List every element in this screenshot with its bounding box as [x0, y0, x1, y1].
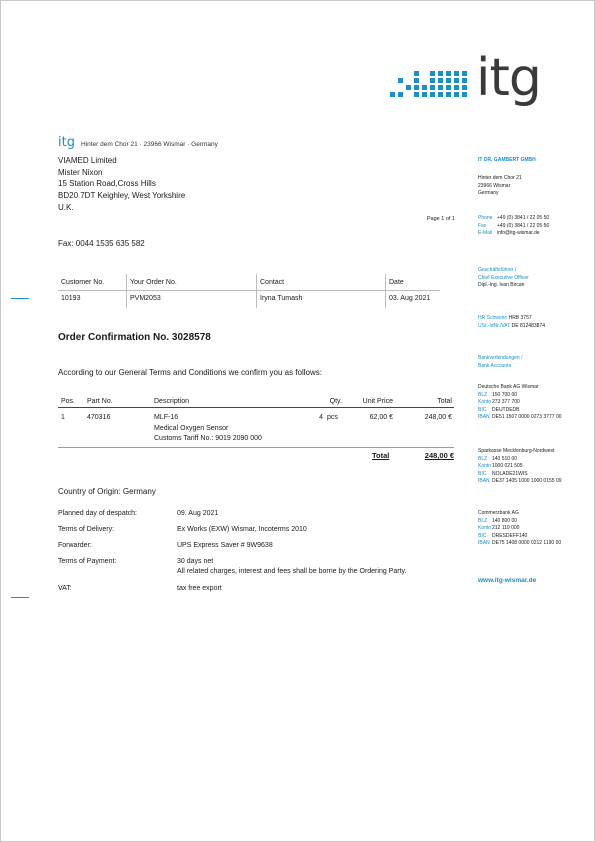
sidebar-company: [478, 157, 588, 165]
bank-key: Konto: [478, 525, 492, 532]
fold-mark: [11, 298, 29, 299]
recipient-address: [58, 155, 185, 214]
sidebar-contact: [478, 215, 588, 238]
recipient-line: VIAMED Limited: [58, 156, 117, 165]
bank-key: BIC: [478, 470, 487, 477]
info-label: Contact: [260, 279, 285, 286]
info-cell-contact: [256, 274, 385, 308]
bank-name: Commerzbank AG: [478, 510, 519, 516]
info-label: Date: [389, 279, 404, 286]
bank-value: DE37 1405 1000 1000 0155 09: [492, 478, 562, 485]
bank-value: 150 700 00: [492, 391, 518, 398]
col-header-part: Part No.: [87, 398, 113, 405]
bank-name: Deutsche Bank AG Wismar: [478, 384, 539, 390]
order-title: Order Confirmation No. 3028578: [58, 332, 211, 343]
term-value: tax free export: [177, 585, 222, 592]
term-value: UPS Express Saver # 9W9638: [177, 542, 273, 549]
bank-value: 212 119 000: [492, 525, 520, 532]
info-value: Iryna Tumash: [260, 295, 303, 302]
logo-dot: [438, 85, 443, 90]
ceo-name: Dipl.-Ing. Ivan Bircan: [478, 282, 525, 289]
company-logo: [390, 48, 541, 115]
logo-dot: [390, 92, 395, 97]
item-desc-line: Medical Oxygen Sensor: [154, 424, 229, 432]
bank-value: 1000 021 505: [492, 463, 523, 470]
term-value: 30 days net: [177, 558, 214, 565]
logo-dot: [422, 85, 427, 90]
logo-dot: [454, 78, 459, 83]
sidebar-address-line: Hinter dem Chor 21: [478, 175, 522, 181]
register-key: USt.-IdNr./VAT: [478, 322, 511, 329]
item-unit: pcs: [327, 414, 338, 421]
bank-account: [478, 448, 588, 486]
info-cell-customer: [58, 274, 126, 308]
bank-name: Sparkasse Mecklenburg-Nordwest: [478, 448, 555, 454]
term-label: Terms of Payment:: [58, 558, 117, 565]
register-value: HRB 3757: [508, 315, 532, 321]
logo-dot: [438, 92, 443, 97]
item-qty: 4: [319, 414, 323, 421]
logo-dot: [446, 85, 451, 90]
term-label: Forwarder:: [58, 542, 92, 549]
register-key: HR Schwerin: [478, 315, 508, 321]
contact-key: E-Mail: [478, 230, 493, 237]
item-part-no: 470316: [87, 414, 111, 421]
sidebar-register: [478, 315, 588, 330]
fold-mark: [11, 597, 29, 598]
info-value: 10193: [61, 295, 81, 302]
bank-key: BIC: [478, 406, 487, 413]
intro-text: According to our General Terms and Conditions we confirm you as follows:: [58, 368, 322, 377]
logo-dot: [446, 71, 451, 76]
bank-key: IBAN: [478, 540, 490, 547]
info-cell-order: [126, 274, 256, 308]
logo-dot: [454, 85, 459, 90]
ceo-title: Geschäftsführer /: [478, 267, 517, 273]
contact-key: Fax: [478, 222, 487, 229]
item-unit-price: 62,00 €: [369, 414, 393, 421]
bank-value: DE75 1408 0000 0212 1190 00: [492, 540, 562, 547]
bank-key: BLZ: [478, 391, 488, 398]
logo-dot: [462, 85, 467, 90]
bank-title: Bankverbindungen /: [478, 355, 523, 361]
logo-dot: [446, 92, 451, 97]
col-header-pos: Pos.: [61, 398, 76, 405]
term-value: All related charges, interest and fees shall be borne by the Ordering Party.: [177, 568, 407, 575]
bank-key: BIC: [478, 532, 487, 539]
sidebar-company-name: IT DR. GAMBERT GMBH: [478, 157, 536, 163]
item-desc-line: MLF-16: [154, 414, 179, 421]
country-of-origin: Country of Origin: Germany: [58, 487, 156, 496]
logo-dot: [454, 71, 459, 76]
item-description: [154, 413, 262, 445]
term-label: Terms of Delivery:: [58, 526, 115, 533]
logo-dot: [414, 71, 419, 76]
logo-dot: [454, 92, 459, 97]
logo-dot: [438, 71, 443, 76]
sidebar-website[interactable]: [478, 577, 588, 585]
contact-value: +49 (0) 3841 / 22 05 50: [497, 215, 550, 221]
logo-dot: [430, 85, 435, 90]
recipient-line: BD20 7DT Keighley, West Yorkshire: [58, 191, 186, 201]
items-header-row: [58, 395, 454, 408]
bank-key: Konto: [478, 399, 492, 406]
logo-dot: [430, 71, 435, 76]
term-value: Ex Works (EXW) Wismar, Incoterms 2010: [177, 526, 307, 533]
bank-key: BLZ: [478, 455, 488, 462]
sender-address-line: Hinter dem Chor 21 · 23966 Wismar · Germany: [81, 141, 218, 148]
col-header-desc: Description: [154, 398, 190, 405]
grand-total-label: Total: [372, 451, 390, 460]
sidebar-address-line: 23966 Wismar: [478, 182, 511, 189]
sidebar-address-line: Germany: [478, 190, 499, 197]
bank-key: IBAN: [478, 414, 490, 421]
logo-dot: [438, 78, 443, 83]
recipient-line: Mister Nixon: [58, 167, 103, 177]
bank-value: DEUTDEDB: [492, 406, 520, 413]
info-value: PVM2053: [130, 295, 161, 302]
total-divider: [58, 447, 454, 448]
bank-account: [478, 510, 588, 548]
bank-value: 140 510 00: [492, 455, 518, 462]
sidebar-bank-title: [478, 355, 588, 370]
bank-key: BLZ: [478, 517, 488, 524]
register-value: DE 812483874: [511, 322, 545, 329]
logo-dot-matrix-icon: [390, 59, 480, 115]
item-pos: 1: [61, 414, 65, 421]
info-value: 03. Aug 2021: [389, 295, 431, 302]
item-desc-line: Customs Tariff No.: 9019 2090 000: [154, 435, 262, 442]
contact-key: Phone: [478, 215, 493, 221]
website-link[interactable]: www.itg-wismar.de: [478, 577, 537, 584]
bank-key: Konto: [478, 463, 492, 470]
term-label: VAT:: [58, 585, 72, 592]
logo-dot: [430, 92, 435, 97]
grand-total-value: 248,00 €: [424, 451, 454, 460]
term-label: Planned day of despatch:: [58, 510, 138, 517]
logo-dot: [430, 78, 435, 83]
info-cell-date: [385, 274, 440, 308]
logo-dot: [414, 78, 419, 83]
sender-logo: itg: [58, 135, 75, 150]
page-number: Page 1 of 1: [426, 216, 455, 222]
logo-dot: [414, 92, 419, 97]
bank-value: NOLADE21WIS: [492, 470, 528, 477]
logo-wordmark: itg: [476, 48, 541, 108]
logo-dot: [462, 92, 467, 97]
sidebar-ceo: [478, 267, 588, 290]
info-label: Your Order No.: [130, 279, 177, 286]
logo-dot: [462, 78, 467, 83]
logo-dot: [446, 78, 451, 83]
bank-value: 273 377 700: [492, 399, 520, 406]
logo-dot: [414, 85, 419, 90]
bank-key: IBAN: [478, 478, 490, 485]
bank-title: Bank Accounts: [478, 362, 512, 369]
bank-value: DRESDEFF140: [492, 532, 528, 539]
ceo-title: Chief Executive Officer: [478, 274, 529, 281]
logo-dot: [462, 71, 467, 76]
col-header-qty: Qty.: [329, 398, 342, 405]
order-info-table: [58, 274, 440, 308]
contact-value: +49 (0) 3841 / 22 05 56: [497, 222, 550, 229]
logo-dot: [406, 85, 411, 90]
logo-dot: [398, 78, 403, 83]
col-header-total: Total: [437, 398, 452, 405]
info-label: Customer No.: [61, 279, 105, 286]
bank-account: [478, 384, 588, 422]
bank-value: 140 800 00: [492, 517, 518, 524]
bank-value: DE51 1507 0000 0273 3777 00: [492, 414, 562, 421]
recipient-line: U.K.: [58, 202, 74, 212]
contact-value: info@itg-wismar.de: [497, 230, 540, 237]
item-total: 248,00 €: [424, 414, 452, 421]
recipient-line: 15 Station Road,Cross Hills: [58, 179, 156, 189]
term-value: 09. Aug 2021: [177, 510, 219, 517]
logo-dot: [398, 92, 403, 97]
recipient-fax: Fax: 0044 1535 635 582: [58, 239, 145, 248]
sidebar-address: [478, 175, 588, 198]
logo-dot: [422, 92, 427, 97]
col-header-unit-price: Unit Price: [362, 398, 393, 405]
